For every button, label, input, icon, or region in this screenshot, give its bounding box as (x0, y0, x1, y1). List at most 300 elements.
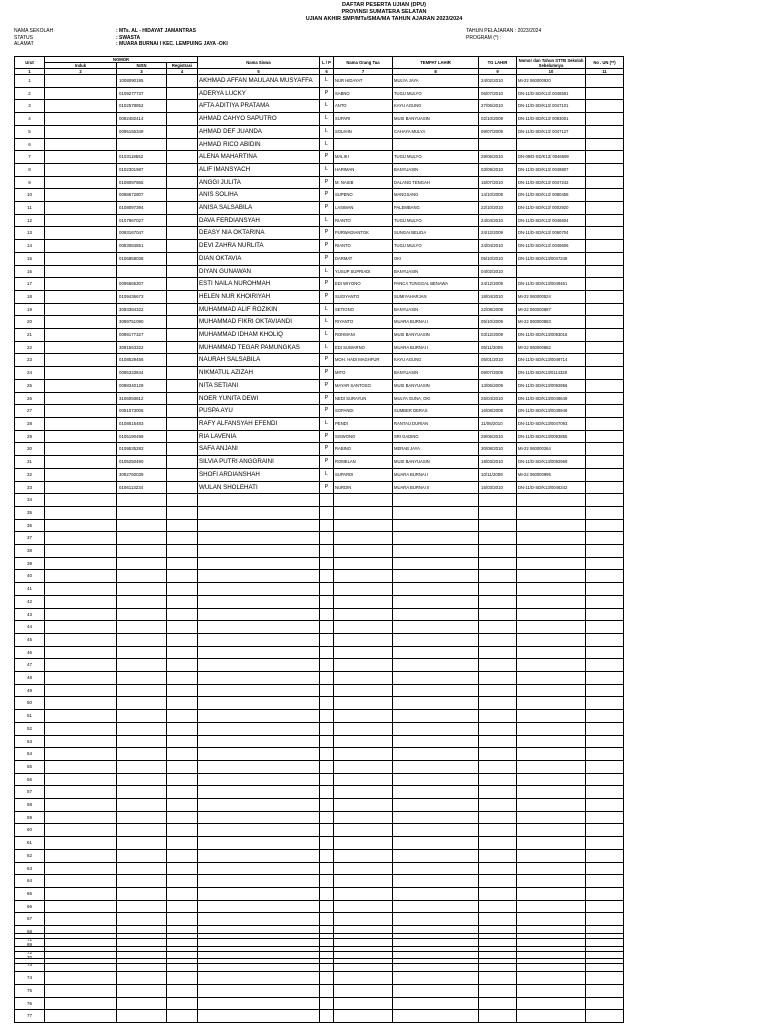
empty-cell (198, 946, 320, 959)
empty-cell (393, 786, 479, 799)
cell-no-un (586, 113, 624, 126)
cell-induk (45, 151, 117, 164)
empty-cell (517, 748, 586, 761)
empty-cell (517, 997, 586, 1010)
cell-nama-orang-tua: NURDIN (334, 481, 393, 494)
empty-cell (334, 659, 393, 672)
cell-nama-orang-tua: EDI WIYONO (334, 278, 393, 291)
empty-cell (334, 972, 393, 985)
cell-urut: 21 (15, 329, 45, 342)
empty-cell (586, 557, 624, 570)
empty-cell (167, 608, 198, 621)
cell-no-un (586, 125, 624, 138)
cell-nama-siswa: ESTI NAILA NUROHMAH (198, 278, 320, 291)
column-number: 9 (479, 69, 517, 75)
empty-cell (393, 532, 479, 545)
cell-nisn: 0109535283 (117, 443, 167, 456)
cell-lp: P (320, 430, 334, 443)
empty-cell (393, 684, 479, 697)
cell-urut: 22 (15, 341, 45, 354)
empty-cell (479, 888, 517, 901)
empty-cell (320, 849, 334, 862)
empty-cell (517, 984, 586, 997)
empty-cell (479, 773, 517, 786)
cell-lp: P (320, 252, 334, 265)
cell-registrasi (167, 443, 198, 456)
empty-cell (334, 608, 393, 621)
cell-registrasi (167, 290, 198, 303)
empty-cell (320, 786, 334, 799)
cell-tgl-lahir: 16/08/2009 (479, 405, 517, 418)
cell-nomor-sttb: MI-22 060000524 (517, 290, 586, 303)
cell-registrasi (167, 214, 198, 227)
cell-nama-siswa: RAFY ALFANSYAH EFENDI (198, 417, 320, 430)
empty-cell (393, 697, 479, 710)
empty-cell (198, 875, 320, 888)
empty-cell (479, 849, 517, 862)
cell-nomor-sttb (517, 265, 586, 278)
cell-nomor-sttb: DN-11/D-SD/K13/ 0049807 (517, 163, 586, 176)
empty-cell (393, 913, 479, 926)
cell-registrasi (167, 354, 198, 367)
empty-cell (517, 570, 586, 583)
cell-urut: 76 (15, 997, 45, 1010)
cell-nama-orang-tua: RABINO (334, 443, 393, 456)
cell-induk (45, 100, 117, 113)
cell-urut: 50 (15, 697, 45, 710)
cell-urut: 55 (15, 760, 45, 773)
empty-cell (479, 735, 517, 748)
cell-nomor-sttb: MI-22 060000264 (517, 443, 586, 456)
cell-induk (45, 367, 117, 380)
empty-cell (334, 913, 393, 926)
empty-cell (45, 773, 117, 786)
cell-urut: 17 (15, 278, 45, 291)
empty-cell (479, 959, 517, 972)
empty-cell (45, 849, 117, 862)
cell-urut: 9 (15, 176, 45, 189)
cell-induk (45, 456, 117, 469)
empty-cell (586, 837, 624, 850)
empty-cell (479, 697, 517, 710)
cell-no-un (586, 278, 624, 291)
empty-cell (334, 710, 393, 723)
cell-lp: L (320, 265, 334, 278)
cell-tempat-lahir: MUSI BANYUASIN (393, 113, 479, 126)
empty-cell (198, 824, 320, 837)
cell-induk (45, 468, 117, 481)
title-line-1: DAFTAR PESERTA UJIAN (DPU) (342, 2, 426, 8)
cell-no-un (586, 303, 624, 316)
cell-nisn: 0098672807 (117, 189, 167, 202)
empty-cell (586, 697, 624, 710)
empty-cell (45, 735, 117, 748)
cell-nama-orang-tua: ANTO (334, 100, 393, 113)
cell-nama-siswa: SILVIA PUTRI ANGGRAINI (198, 456, 320, 469)
cell-registrasi (167, 417, 198, 430)
col-tempat-lahir: TEMPAT LAHIR (393, 57, 479, 69)
table-row (15, 354, 624, 367)
cell-nisn: 3092760039 (117, 468, 167, 481)
cell-nisn: 0102301987 (117, 163, 167, 176)
cell-no-un (586, 227, 624, 240)
cell-tempat-lahir: BANYUASIN (393, 367, 479, 380)
cell-nomor-sttb: DN-11/D-SD/K13/ 0090458 (517, 189, 586, 202)
cell-induk (45, 163, 117, 176)
cell-urut: 7 (15, 151, 45, 164)
cell-nisn: 0092482414 (117, 113, 167, 126)
cell-nama-siswa: MUHAMMAD IDHAM KHOLIQ (198, 329, 320, 342)
cell-nama-siswa: SAFA ANJANI (198, 443, 320, 456)
empty-cell (198, 608, 320, 621)
cell-nama-orang-tua: SUPARDI (334, 468, 393, 481)
cell-urut: 57 (15, 786, 45, 799)
empty-cell (167, 494, 198, 507)
cell-nisn: 0105250490 (117, 456, 167, 469)
empty-cell (198, 684, 320, 697)
empty-cell (167, 659, 198, 672)
empty-cell (45, 748, 117, 761)
cell-nisn: 0091073006 (117, 405, 167, 418)
cell-urut: 65 (15, 888, 45, 901)
cell-lp: P (320, 87, 334, 100)
empty-cell (334, 959, 393, 972)
empty-cell (517, 532, 586, 545)
cell-no-un (586, 341, 624, 354)
cell-urut: 35 (15, 506, 45, 519)
empty-row (15, 773, 624, 786)
cell-nomor-sttb: DN-11/D-SD/K13/ 0047101 (517, 100, 586, 113)
table-row (15, 430, 624, 443)
empty-cell (167, 837, 198, 850)
cell-nama-orang-tua: SUGIYANTO (334, 290, 393, 303)
cell-nomor-sttb: DN-11/D-SD/K13/0092956 (517, 379, 586, 392)
empty-cell (198, 934, 320, 947)
label-status: STATUS (14, 34, 33, 41)
empty-cell (320, 862, 334, 875)
cell-lp: P (320, 176, 334, 189)
column-number: 11 (586, 69, 624, 75)
cell-induk (45, 392, 117, 405)
empty-cell (334, 633, 393, 646)
col-tgl-lahir: TG LAHIR (479, 57, 517, 69)
empty-cell (117, 659, 167, 672)
empty-cell (334, 545, 393, 558)
empty-cell (586, 583, 624, 596)
empty-cell (586, 849, 624, 862)
empty-cell (479, 799, 517, 812)
empty-cell (586, 934, 624, 947)
cell-registrasi (167, 176, 198, 189)
cell-no-un (586, 392, 624, 405)
cell-induk (45, 405, 117, 418)
cell-nisn: 1008090195 (117, 75, 167, 88)
empty-cell (198, 862, 320, 875)
empty-cell (517, 837, 586, 850)
empty-cell (198, 672, 320, 685)
empty-row (15, 722, 624, 735)
empty-cell (45, 984, 117, 997)
cell-registrasi (167, 379, 198, 392)
empty-cell (320, 608, 334, 621)
empty-row (15, 621, 624, 634)
cell-nomor-sttb: DN-11/D-SD/K13/ 0047127 (517, 125, 586, 138)
cell-tempat-lahir: KAYU AGUNG (393, 100, 479, 113)
empty-cell (45, 786, 117, 799)
cell-urut: 37 (15, 532, 45, 545)
cell-tempat-lahir: OKI (393, 252, 479, 265)
cell-nomor-sttb: MI-22 060000883 (517, 316, 586, 329)
cell-nisn: 3091563322 (117, 341, 167, 354)
empty-cell (320, 494, 334, 507)
cell-nama-siswa: DAVA FERDIANSYAH (198, 214, 320, 227)
empty-cell (479, 506, 517, 519)
cell-nama-siswa: DIYAN GUNAWAN (198, 265, 320, 278)
empty-cell (320, 672, 334, 685)
cell-induk (45, 379, 117, 392)
empty-cell (45, 494, 117, 507)
empty-cell (167, 519, 198, 532)
empty-cell (586, 735, 624, 748)
empty-cell (393, 934, 479, 947)
cell-nomor-sttb: DN-11/D-SD/K13/ 0046606 (517, 240, 586, 253)
cell-tempat-lahir: KAYU AGUNG (393, 354, 479, 367)
empty-cell (198, 913, 320, 926)
cell-nisn: 0105190499 (117, 430, 167, 443)
empty-cell (334, 672, 393, 685)
cell-urut: 14 (15, 240, 45, 253)
cell-lp: P (320, 240, 334, 253)
empty-cell (517, 506, 586, 519)
col-induk: Induk (45, 63, 117, 69)
empty-row (15, 760, 624, 773)
empty-cell (334, 862, 393, 875)
empty-cell (320, 946, 334, 959)
cell-nama-orang-tua: HARIMAN (334, 163, 393, 176)
empty-cell (198, 722, 320, 735)
empty-cell (517, 608, 586, 621)
empty-cell (586, 684, 624, 697)
cell-urut: 64 (15, 875, 45, 888)
cell-nomor-sttb: DN-11/D-SD/K13/0049948 (517, 405, 586, 418)
cell-nama-orang-tua: ROMELAN (334, 456, 393, 469)
column-number: 10 (517, 69, 586, 75)
empty-row (15, 984, 624, 997)
cell-nama-siswa: AHMAD CAHYO SAPUTRO (198, 113, 320, 126)
empty-cell (117, 1010, 167, 1023)
empty-cell (117, 799, 167, 812)
cell-urut: 42 (15, 595, 45, 608)
empty-cell (517, 811, 586, 824)
cell-urut: 19 (15, 303, 45, 316)
cell-tempat-lahir: MUSI BANYUASIN (393, 379, 479, 392)
column-number: 7 (334, 69, 393, 75)
empty-cell (586, 722, 624, 735)
cell-nama-orang-tua: PURWADIANTOK (334, 227, 393, 240)
empty-cell (45, 959, 117, 972)
empty-row (15, 557, 624, 570)
empty-row (15, 824, 624, 837)
empty-cell (479, 646, 517, 659)
empty-cell (167, 997, 198, 1010)
cell-lp: P (320, 379, 334, 392)
empty-row (15, 972, 624, 985)
cell-tempat-lahir: TUGU MULYO (393, 214, 479, 227)
empty-cell (334, 735, 393, 748)
cell-nama-orang-tua (334, 138, 393, 151)
table-row (15, 290, 624, 303)
empty-cell (198, 570, 320, 583)
cell-tgl-lahir: 04/02/2010 (479, 265, 517, 278)
cell-registrasi (167, 125, 198, 138)
cell-tempat-lahir: MERAB JAYA (393, 443, 479, 456)
empty-cell (320, 959, 334, 972)
table-row (15, 405, 624, 418)
cell-lp: P (320, 227, 334, 240)
empty-cell (45, 710, 117, 723)
cell-induk (45, 138, 117, 151)
empty-cell (117, 837, 167, 850)
empty-cell (517, 621, 586, 634)
empty-cell (117, 946, 167, 959)
cell-registrasi (167, 468, 198, 481)
empty-cell (334, 748, 393, 761)
cell-urut: 33 (15, 481, 45, 494)
empty-cell (517, 824, 586, 837)
empty-cell (334, 684, 393, 697)
cell-lp: L (320, 417, 334, 430)
cell-lp: L (320, 163, 334, 176)
cell-nama-siswa: ALIF IMANSYACH (198, 163, 320, 176)
empty-cell (586, 862, 624, 875)
cell-tgl-lahir: 05/11/2009 (479, 341, 517, 354)
cell-tgl-lahir: 09/07/2009 (479, 367, 517, 380)
cell-nomor-sttb: DN-11/D-SD/K13/0092959 (517, 456, 586, 469)
empty-cell (198, 646, 320, 659)
cell-nomor-sttb: DN-11/D-SD/K13/0047093 (517, 417, 586, 430)
empty-cell (334, 494, 393, 507)
cell-lp: L (320, 214, 334, 227)
empty-row (15, 888, 624, 901)
table-row (15, 443, 624, 456)
empty-cell (320, 684, 334, 697)
cell-urut: 36 (15, 519, 45, 532)
cell-no-un (586, 189, 624, 202)
empty-cell (117, 545, 167, 558)
cell-no-un (586, 379, 624, 392)
cell-induk (45, 329, 117, 342)
cell-nama-siswa: WULAN SHOLEHATI (198, 481, 320, 494)
cell-no-un (586, 214, 624, 227)
cell-urut: 58 (15, 799, 45, 812)
cell-nama-orang-tua: NEDI SURAYUN (334, 392, 393, 405)
cell-nomor-sttb: DN-11/D-SD/K13/ 0090704 (517, 227, 586, 240)
empty-cell (393, 1010, 479, 1023)
empty-cell (586, 888, 624, 901)
empty-cell (517, 545, 586, 558)
cell-nisn: 0093084851 (117, 240, 167, 253)
empty-cell (586, 824, 624, 837)
empty-cell (320, 633, 334, 646)
cell-registrasi (167, 278, 198, 291)
empty-cell (334, 799, 393, 812)
cell-induk (45, 443, 117, 456)
empty-cell (45, 621, 117, 634)
empty-cell (479, 913, 517, 926)
cell-nama-orang-tua: MITO (334, 367, 393, 380)
cell-tgl-lahir: 15/03/2010 (479, 481, 517, 494)
empty-cell (198, 900, 320, 913)
empty-cell (334, 583, 393, 596)
empty-cell (198, 786, 320, 799)
empty-cell (334, 1010, 393, 1023)
cell-nisn: 0095665307 (117, 278, 167, 291)
cell-urut: 71 (15, 934, 45, 947)
cell-tempat-lahir: MANGSANG (393, 189, 479, 202)
empty-cell (117, 849, 167, 862)
empty-cell (479, 570, 517, 583)
empty-cell (320, 735, 334, 748)
cell-lp: P (320, 202, 334, 215)
cell-nama-orang-tua: SOPANDI (334, 405, 393, 418)
empty-cell (167, 570, 198, 583)
cell-tempat-lahir: MUARA BURNAI II (393, 481, 479, 494)
empty-cell (198, 849, 320, 862)
cell-no-un (586, 138, 624, 151)
empty-cell (517, 862, 586, 875)
empty-cell (45, 824, 117, 837)
empty-cell (45, 633, 117, 646)
empty-cell (586, 672, 624, 685)
empty-cell (320, 646, 334, 659)
cell-tempat-lahir: SRI GADING (393, 430, 479, 443)
cell-nomor-sttb: MI-22 060000995 (517, 468, 586, 481)
cell-no-un (586, 202, 624, 215)
empty-cell (334, 934, 393, 947)
empty-cell (586, 786, 624, 799)
empty-row (15, 570, 624, 583)
empty-cell (320, 722, 334, 735)
empty-row (15, 583, 624, 596)
empty-cell (320, 1010, 334, 1023)
empty-cell (479, 595, 517, 608)
empty-row (15, 646, 624, 659)
cell-urut: 32 (15, 468, 45, 481)
empty-cell (198, 532, 320, 545)
cell-nama-orang-tua: PENDI (334, 417, 393, 430)
empty-cell (586, 659, 624, 672)
cell-registrasi (167, 227, 198, 240)
cell-nomor-sttb: DN-11/D-SD/K13/0046342 (517, 481, 586, 494)
table-row (15, 329, 624, 342)
cell-lp: P (320, 151, 334, 164)
empty-cell (393, 646, 479, 659)
cell-nisn: 0106859038 (117, 252, 167, 265)
cell-nomor-sttb: DN-11/D-SD/K13/0049649 (517, 392, 586, 405)
table-row (15, 341, 624, 354)
cell-induk (45, 113, 117, 126)
empty-cell (198, 1010, 320, 1023)
value-status: : SWASTA (116, 34, 141, 41)
cell-registrasi (167, 405, 198, 418)
col-nama-orang-tua: Nama Orang Tua (334, 57, 393, 69)
empty-cell (479, 519, 517, 532)
table-row (15, 278, 624, 291)
cell-tempat-lahir: BANYUASIN (393, 163, 479, 176)
table-row (15, 456, 624, 469)
empty-cell (334, 786, 393, 799)
cell-nama-siswa: DEVI ZAHRA NURLITA (198, 240, 320, 253)
